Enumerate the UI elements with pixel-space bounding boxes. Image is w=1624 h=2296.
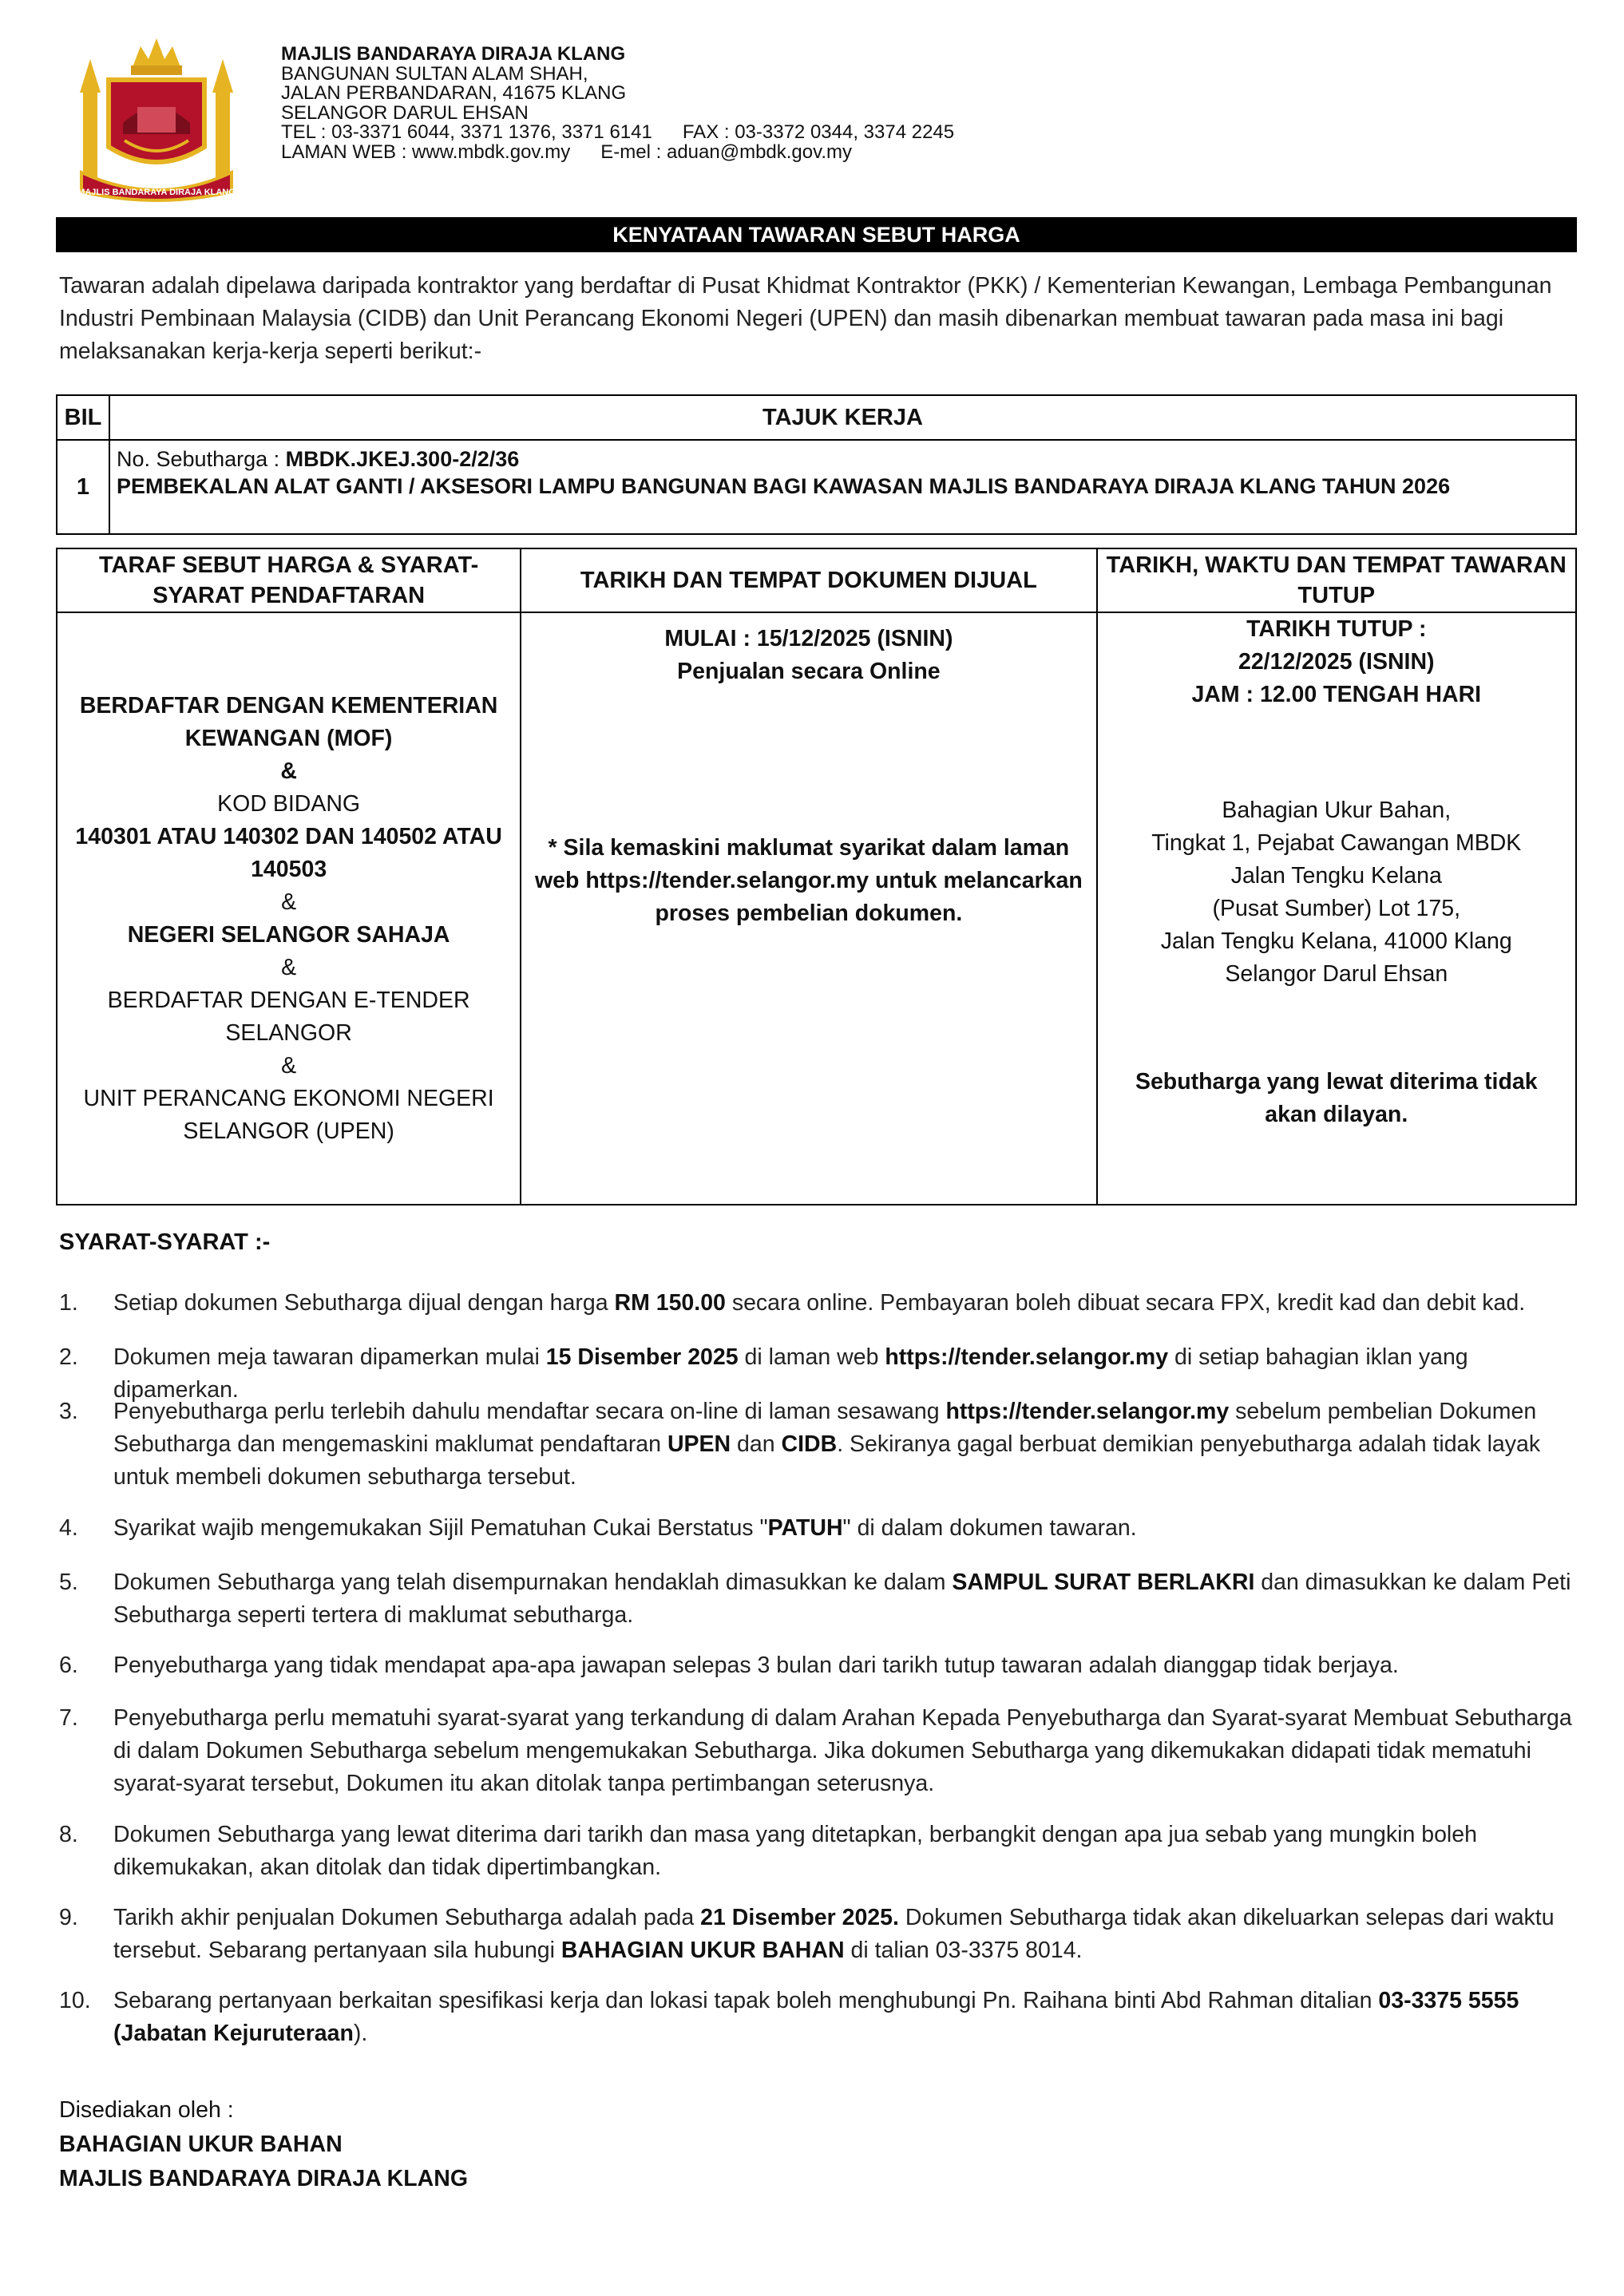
plain-text: di setiap bahagian iklan yang dipamerkan. xyxy=(113,1344,1468,1403)
table-row xyxy=(57,440,1576,534)
address-line-2: JALAN PERBANDARAN, 41675 KLANG xyxy=(281,82,627,104)
organisation-address xyxy=(281,45,954,162)
plain-text: " di dalam dokumen tawaran. xyxy=(842,1515,1137,1541)
plain-text: secara online. Pembayaran boleh dibuat secara FPX, kredit kad dan debit kad. xyxy=(725,1290,1526,1316)
list-item-number: 4. xyxy=(59,1515,78,1541)
closing-loc-3: Jalan Tengku Kelana xyxy=(1230,863,1442,889)
address-line-3: SELANGOR DARUL EHSAN xyxy=(281,101,529,124)
list-item xyxy=(59,1702,1579,1800)
list-item-number: 1. xyxy=(59,1290,78,1316)
plain-text: Tarikh akhir penjualan Dokumen Sebutharga adalah pada xyxy=(113,1905,701,1930)
col-closing: TARIKH, WAKTU DAN TEMPAT TAWARAN TUTUP xyxy=(1097,548,1576,612)
reg-kod-label: KOD BIDANG xyxy=(217,791,361,817)
org-name: MAJLIS BANDARAYA DIRAJA KLANG xyxy=(281,43,626,65)
website: LAMAN WEB : www.mbdk.gov.my xyxy=(281,141,571,163)
list-item xyxy=(59,1819,1579,1884)
list-item xyxy=(59,1512,1579,1545)
row-bil: 1 xyxy=(57,440,109,534)
plain-text: Dokumen Sebutharga tidak akan dikeluarkan selepas dari waktu tersebut. Sebarang pertanyaan sila hubungi xyxy=(113,1905,1555,1963)
plain-text: Dokumen Sebutharga yang lewat diterima dari tarikh dan masa yang ditetapkan, berbangkit dengan apa jua sebab yang mungkin boleh dikemukakan, akan ditolak dan tidak dipertimbangkan. xyxy=(113,1822,1477,1880)
plain-text: di laman web xyxy=(738,1344,885,1370)
list-item xyxy=(59,1649,1579,1682)
fax: FAX : 03-3372 0344, 3374 2245 xyxy=(682,121,955,143)
details-table xyxy=(56,548,1577,1205)
list-item xyxy=(59,1985,1579,2050)
list-item-text xyxy=(113,1287,1579,1320)
quotation-ref-label: No. Sebutharga : xyxy=(117,447,286,471)
closing-loc-6: Selangor Darul Ehsan xyxy=(1225,961,1448,987)
details-table-row xyxy=(57,612,1576,1205)
reg-mof: BERDAFTAR DENGAN KEMENTERIAN KEWANGAN (MOF) xyxy=(79,693,498,751)
closing-loc-2: Tingkat 1, Pejabat Cawangan MBDK xyxy=(1151,830,1522,856)
contact-phone-row xyxy=(281,123,954,143)
quotation-ref xyxy=(117,445,1569,473)
plain-text: Penyebutharga perlu mematuhi syarat-syarat yang terkandung di dalam Arahan Kepada Penyebutharga dan Syarat-syarat Membuat Sebutharga di dalam Dokumen Sebutharga sebelum mengemukakan Sebutharga. Jika dokumen Sebutharga yang dikemukakan didapati tidak mematuhi syarat-syarat tersebut, Dokumen itu akan ditolak tanpa pertimbangan seterusnya. xyxy=(113,1705,1572,1796)
sale-mode: Penjualan secara Online xyxy=(677,659,941,684)
emphasis-text: BAHAGIAN UKUR BAHAN xyxy=(560,1938,845,1963)
registration-cell xyxy=(57,612,521,1205)
plain-text: dan xyxy=(731,1431,782,1457)
plain-text: Penyebutharga perlu terlebih dahulu mendaftar secara on-line di laman sesawang xyxy=(113,1399,946,1424)
emphasis-text: CIDB xyxy=(781,1431,838,1457)
reg-amp-3: & xyxy=(281,955,297,980)
work-table-header xyxy=(57,395,1576,440)
plain-text: dan dimasukkan ke dalam Peti Sebutharga seperti tertera di maklumat sebutharga. xyxy=(113,1570,1571,1628)
sale-start: MULAI : 15/12/2025 (ISNIN) xyxy=(664,626,953,651)
plain-text: Dokumen Sebutharga yang telah disempurnakan hendaklah dimasukkan ke dalam xyxy=(113,1570,953,1595)
plain-text: Syarikat wajib mengemukakan Sijil Pematuhan Cukai Berstatus " xyxy=(113,1515,768,1541)
plain-text: Dokumen meja tawaran dipamerkan mulai xyxy=(113,1344,546,1370)
closing-late-note: Sebutharga yang lewat diterima tidak akan dilayan. xyxy=(1135,1069,1538,1127)
intro-paragraph: Tawaran adalah dipelawa daripada kontraktor yang berdaftar di Pusat Khidmat Kontraktor (PKK) / Kementerian Kewangan, Lembaga Pembangunan Industri Pembinaan Malaysia (CIDB) dan Unit Perancang Ekonomi Negeri (UPEN) dan masih dibenarkan membuat tawaran pada masa ini bagi melaksanakan kerja-kerja seperti berikut:- xyxy=(59,273,1552,364)
closing-label: TARIKH TUTUP : xyxy=(1246,616,1427,642)
contact-web-row xyxy=(281,143,954,163)
row-work xyxy=(109,440,1576,534)
mbdk-crest-logo xyxy=(77,35,236,209)
plain-text: Setiap dokumen Sebutharga dijual dengan harga xyxy=(113,1290,615,1316)
telephone: TEL : 03-3371 6044, 3371 1376, 3371 6141 xyxy=(281,121,652,143)
list-item-number: 5. xyxy=(59,1570,78,1595)
sale-note: * Sila kemaskini maklumat syarikat dalam laman web https://tender.selangor.my untuk melancarkan proses pembelian dokumen. xyxy=(534,835,1083,926)
reg-kod-values: 140301 ATAU 140302 DAN 140502 ATAU 140503 xyxy=(75,824,502,882)
closing-location xyxy=(1109,794,1564,991)
plain-text: sebelum pembelian Dokumen Sebutharga dan mengemaskini maklumat pendaftaran xyxy=(113,1399,1537,1457)
details-table-header xyxy=(57,548,1576,612)
closing-date: 22/12/2025 (ISNIN) xyxy=(1238,649,1435,675)
closing-time: JAM : 12.00 TENGAH HARI xyxy=(1191,682,1482,707)
list-item-number: 2. xyxy=(59,1344,78,1370)
list-item-text xyxy=(113,1985,1579,2050)
plain-text: di talian 03-3375 8014. xyxy=(844,1938,1083,1963)
list-item-text xyxy=(113,1395,1579,1494)
col-document-sale: TARIKH DAN TEMPAT DOKUMEN DIJUAL xyxy=(521,548,1096,612)
prepared-by-label: Disediakan oleh : xyxy=(59,2097,234,2123)
plain-text: . Sekiranya gagal berbuat demikian penyebutharga adalah tidak layak untuk membeli dokumen sebutharga tersebut. xyxy=(113,1431,1541,1490)
reg-etender: BERDAFTAR DENGAN E-TENDER SELANGOR xyxy=(107,988,470,1046)
closing-loc-4: (Pusat Sumber) Lot 175, xyxy=(1212,896,1461,921)
list-item-text xyxy=(113,1702,1579,1800)
reg-amp-1: & xyxy=(280,758,297,784)
prepared-by xyxy=(59,2093,468,2196)
closing-loc-1: Bahagian Ukur Bahan, xyxy=(1222,798,1452,823)
closing-cell xyxy=(1097,612,1576,1205)
plain-text: ). xyxy=(353,2021,368,2046)
work-title: PEMBEKALAN ALAT GANTI / AKSESORI LAMPU BANGUNAN BAGI KAWASAN MAJLIS BANDARAYA DIRAJA KLANG TAHUN 2026 xyxy=(117,474,1451,498)
list-item-text xyxy=(113,1566,1579,1632)
emphasis-text: 03-3375 5555 (Jabatan Kejuruteraan xyxy=(113,1988,1519,2046)
prepared-by-org: MAJLIS BANDARAYA DIRAJA KLANG xyxy=(59,2166,468,2191)
conditions-title: SYARAT-SYARAT :- xyxy=(59,1229,271,1255)
reg-upen: UNIT PERANCANG EKONOMI NEGERI SELANGOR (UPEN) xyxy=(83,1086,494,1144)
reg-amp-2: & xyxy=(281,889,297,915)
list-item-number: 3. xyxy=(59,1399,78,1424)
quotation-ref-number: MBDK.JKEJ.300-2/2/36 xyxy=(285,447,520,471)
col-registration: TARAF SEBUT HARGA & SYARAT-SYARAT PENDAFTARAN xyxy=(57,548,521,612)
col-bil: BIL xyxy=(57,395,109,440)
emphasis-text: PATUH xyxy=(767,1515,843,1541)
address-line-1: BANGUNAN SULTAN ALAM SHAH, xyxy=(281,62,588,85)
emphasis-text: 21 Disember 2025. xyxy=(700,1905,899,1930)
work-title-table xyxy=(56,394,1577,535)
prepared-by-dept: BAHAGIAN UKUR BAHAN xyxy=(59,2132,343,2157)
emphasis-text: https://tender.selangor.my xyxy=(885,1344,1169,1370)
list-item-text xyxy=(113,1902,1579,1967)
list-item xyxy=(59,1287,1579,1320)
notice-title: KENYATAAN TAWARAN SEBUT HARGA xyxy=(56,217,1577,252)
list-item-text xyxy=(113,1649,1579,1682)
emphasis-text: 15 Disember 2025 xyxy=(545,1344,739,1370)
col-tajuk-kerja: TAJUK KERJA xyxy=(109,395,1576,440)
list-item-number: 9. xyxy=(59,1905,78,1930)
reg-negeri: NEGERI SELANGOR SAHAJA xyxy=(127,922,450,948)
list-item-number: 10. xyxy=(59,1988,91,2013)
emphasis-text: RM 150.00 xyxy=(614,1290,726,1316)
list-item xyxy=(59,1902,1579,1967)
email: E-mel : aduan@mbdk.gov.my xyxy=(600,141,853,163)
list-item-number: 8. xyxy=(59,1822,78,1847)
emphasis-text: UPEN xyxy=(667,1431,731,1457)
emphasis-text: https://tender.selangor.my xyxy=(945,1399,1230,1424)
emphasis-text: SAMPUL SURAT BERLAKRI xyxy=(952,1570,1255,1595)
reg-amp-4: & xyxy=(281,1053,297,1079)
plain-text: Penyebutharga yang tidak mendapat apa-apa jawapan selepas 3 bulan dari tarikh tutup tawaran adalah dianggap tidak berjaya. xyxy=(113,1653,1399,1678)
list-item-text xyxy=(113,1512,1579,1545)
document-sale-cell xyxy=(521,612,1096,1205)
closing-loc-5: Jalan Tengku Kelana, 41000 Klang xyxy=(1160,928,1512,954)
logo-banner-text: MAJLIS BANDARAYA DIRAJA KLANG xyxy=(77,188,236,197)
list-item xyxy=(59,1395,1579,1494)
list-item-number: 7. xyxy=(59,1705,78,1731)
list-item-number: 6. xyxy=(59,1653,78,1678)
list-item-text xyxy=(113,1819,1579,1884)
list-item xyxy=(59,1566,1579,1632)
plain-text: Sebarang pertanyaan berkaitan spesifikasi kerja dan lokasi tapak boleh menghubungi Pn. Raihana binti Abd Rahman ditalian xyxy=(113,1988,1379,2013)
